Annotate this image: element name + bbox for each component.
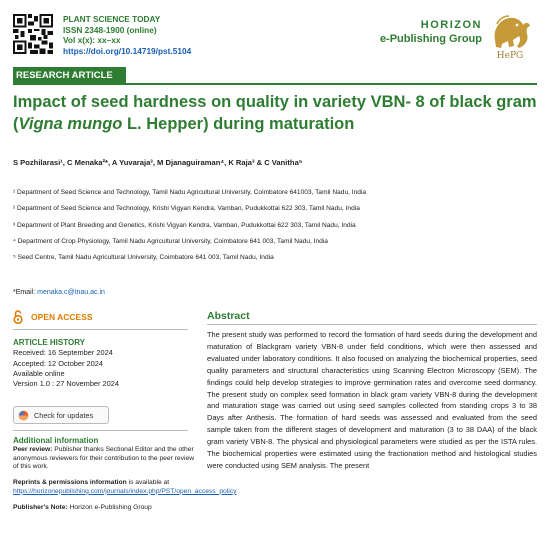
history-heading: ARTICLE HISTORY xyxy=(13,338,86,347)
author-list: S Pozhilarasi¹, C Menaka²*, A Yuvaraja³, M Djanaguiraman⁴, K Raja³ & C Vanitha⁵ xyxy=(13,158,303,167)
open-access-label: OPEN ACCESS xyxy=(31,312,93,322)
affiliation-1: ¹ Department of Seed Science and Technology, Tamil Nadu Agricultural University, Coimbatore 641003, Tamil Nadu, India xyxy=(13,189,367,196)
qr-code-icon[interactable] xyxy=(13,14,53,54)
reprints-link[interactable]: https://horizonepublishing.com/journals/index.php/PST/open_access_policy xyxy=(13,487,237,495)
journal-issn: ISSN 2348-1900 (online) xyxy=(63,24,157,35)
publisher-note-text: Horizon e-Publishing Group xyxy=(67,503,152,511)
additional-heading: Additional information xyxy=(13,436,99,445)
publisher-name xyxy=(380,18,482,46)
check-updates-label: Check for updates xyxy=(34,410,94,420)
email-label: *Email: xyxy=(13,289,38,296)
abstract-divider xyxy=(207,324,537,325)
affiliation-5: ⁵ Seed Centre, Tamil Nadu Agricultural University, Coimbatore 641 003, Tamil Nadu, India xyxy=(13,254,274,262)
publisher-line2: e-Publishing Group xyxy=(379,33,482,45)
affiliation-3: ³ Department of Plant Breeding and Genetics, Krishi Vigyan Kendra, Vamban, Pudukkottai 622 303, Tamil Nadu, India xyxy=(13,221,356,229)
journal-info xyxy=(63,14,191,56)
received-date: Received: 16 September 2024 xyxy=(13,348,113,358)
journal-name: PLANT SCIENCE TODAY xyxy=(63,14,161,24)
article-title xyxy=(13,91,537,135)
email-link[interactable]: menaka.c@tnau.ac.in xyxy=(37,289,105,296)
abstract-heading: Abstract xyxy=(207,310,250,322)
hepg-logo-text: HePG xyxy=(496,51,524,60)
abstract-text: The present study was performed to record the formation of hard seeds during the development and maturation of Blackgram variety VBN-8 under field conditions, which were then assessed and evaluated under laboratory conditions. It also focused on analyzing the biochemical properties, seed quality parameters and structural characteristics using Scanning Electron Microscopy (SEM). The findings could help develop strategies to improve germination rates and overcome seed dormancy. The present study on complex seed formation in black gram variety VBN-8 during the development and maturation stage was carried out using seed samples collected from standing crops 3 to 38 Days after Anthesis. The formation of hard seeds was assessed and evaluated from the seed sample taken from the different stages of development and maturation (3 to 38 DAA) of the black gram variety VBN-8. The physical and physiological parameters were studied as per the ISTA rules. The biochemical properties were estimated using the fractionation method and histological studies were conducted using SEM analysis. The present xyxy=(207,330,537,470)
journal-volume: Vol x(x): xx–xx xyxy=(63,35,121,45)
affiliation-2: ² Department of Seed Science and Technology, Krishi Vigyan Kendra, Vamban, Pudukkottai 622 303, Tamil Nadu, India xyxy=(13,205,360,213)
publisher-note-label: Publisher's Note: xyxy=(13,503,68,511)
publisher-note xyxy=(13,504,198,513)
check-updates-button[interactable] xyxy=(13,406,109,424)
reprints-note xyxy=(13,479,237,496)
corresponding-email xyxy=(13,289,105,296)
version-date: Version 1.0 : 27 November 2024 xyxy=(13,379,119,389)
available-online: Available online xyxy=(13,368,65,378)
accepted-date: Accepted: 12 October 2024 xyxy=(13,358,103,368)
publisher-line1: HORIZON xyxy=(420,19,482,31)
sidebar-divider-2 xyxy=(13,430,188,431)
open-access-badge xyxy=(13,310,93,324)
doi-link[interactable]: https://doi.org/10.14719/pst.5104 xyxy=(63,45,192,56)
reprints-text: is available at xyxy=(126,479,170,487)
article-type-badge: RESEARCH ARTICLE xyxy=(13,67,126,84)
additional-information xyxy=(13,436,237,512)
title-species: Vigna mungo xyxy=(18,115,123,133)
check-updates-icon xyxy=(18,410,29,421)
title-part1: Impact of seed hardness on quality in variety VBN- 8 of black gram ( xyxy=(13,93,537,133)
article-history xyxy=(13,338,119,389)
peer-review-note xyxy=(13,446,198,472)
reprints-label: Reprints & permissions information xyxy=(13,479,127,487)
journal-header xyxy=(0,0,550,66)
header-divider xyxy=(13,83,537,85)
sidebar-divider xyxy=(13,329,188,330)
open-lock-icon xyxy=(13,310,23,324)
peer-review-text: Publisher thanks Sectional Editor and the other anonymous reviewers for their contribution to the peer review of this work. xyxy=(13,446,195,471)
affiliations xyxy=(13,185,537,266)
peer-review-label: Peer review: xyxy=(13,446,53,453)
title-part2: L. Hepper) during maturation xyxy=(122,115,355,133)
hepg-lion-logo xyxy=(487,10,533,60)
affiliation-4: ⁴ Department of Crop Physiology, Tamil Nadu Agricultural University, Coimbatore 641 003, Tamil Nadu, India xyxy=(13,237,328,245)
